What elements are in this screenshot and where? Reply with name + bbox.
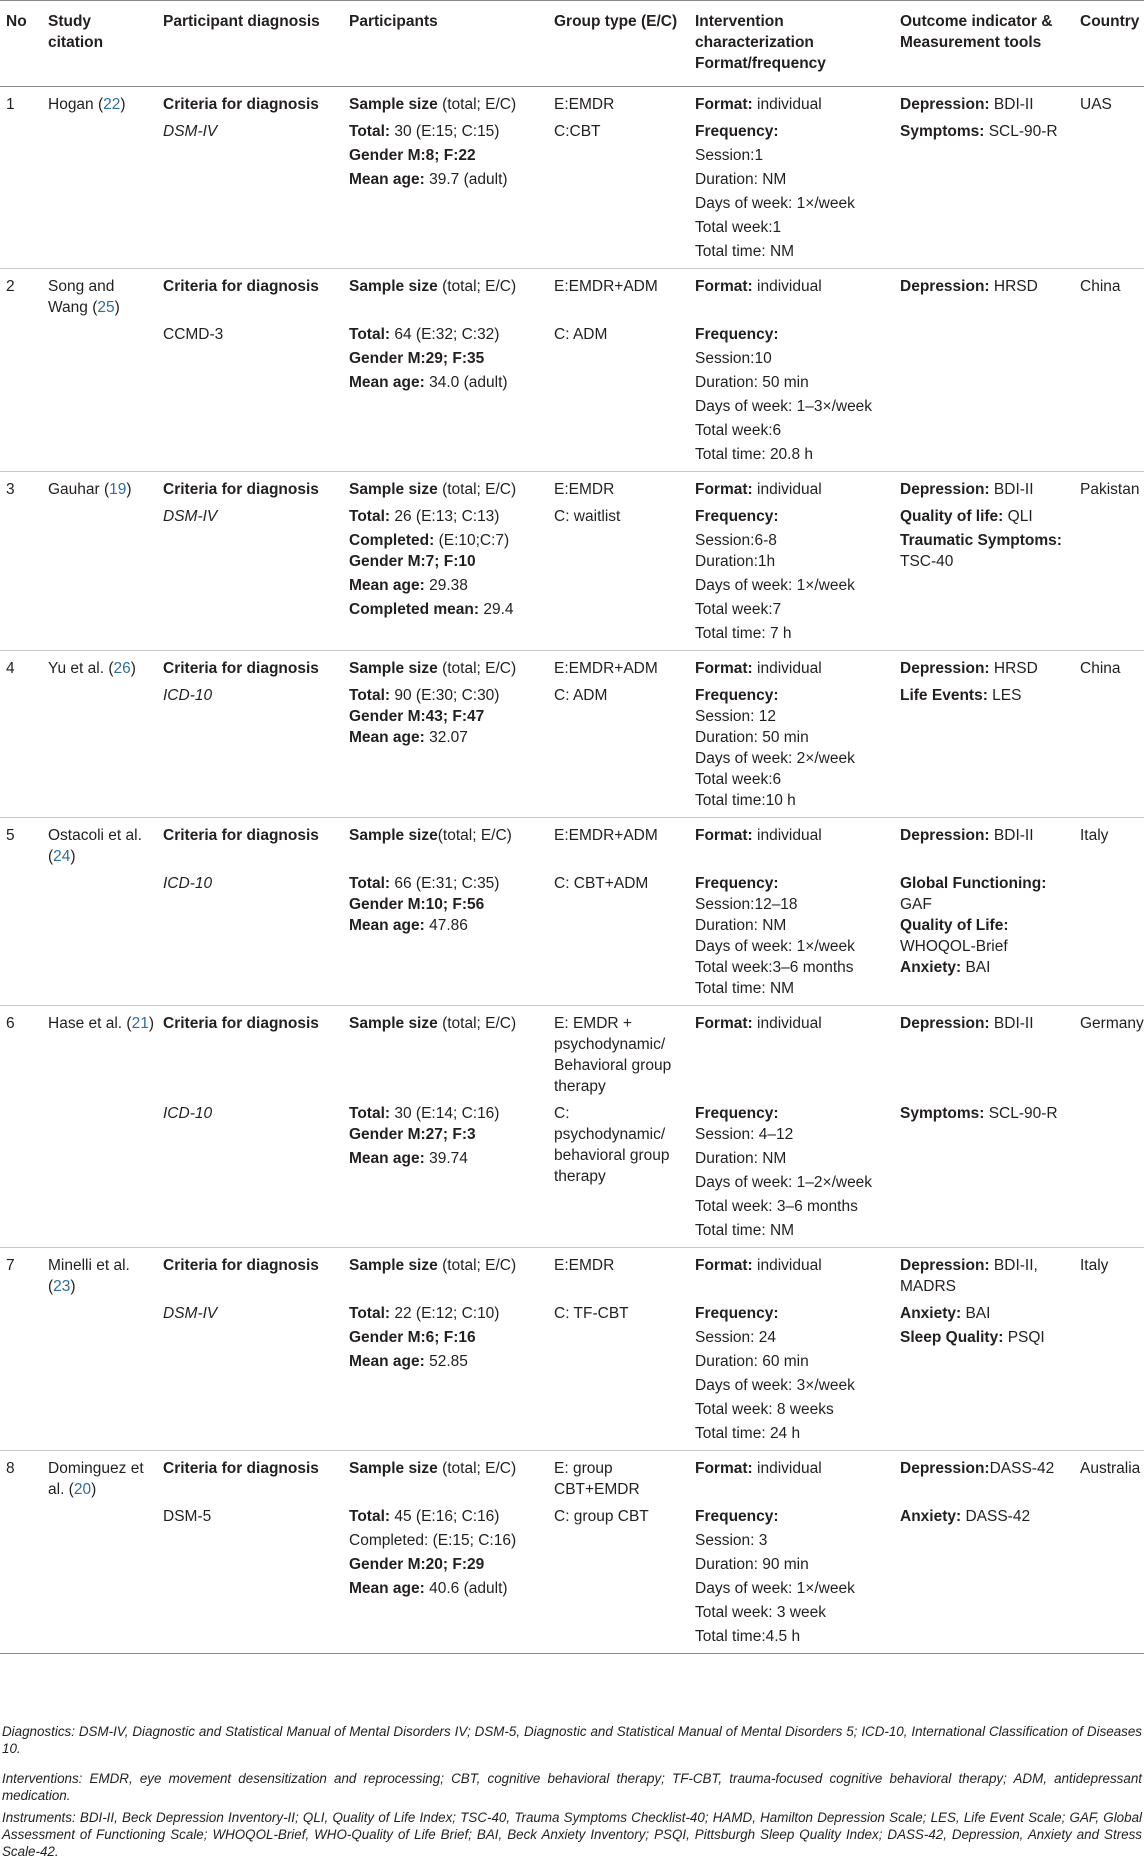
citation-ref: 25 (97, 299, 115, 316)
format: Format: individual (695, 1257, 822, 1274)
country: Australia (1080, 1460, 1141, 1477)
group-c: C: TF-CBT (548, 1299, 689, 1451)
table-row (0, 320, 1144, 472)
table-row (0, 117, 1144, 269)
study-7 (0, 1248, 1144, 1451)
table-row (0, 269, 1144, 321)
group-c: C: waitlist (548, 502, 689, 651)
table-row (0, 651, 1144, 682)
table-row (0, 1099, 1144, 1248)
study-3 (0, 472, 1144, 651)
citation-ref: 22 (103, 96, 121, 113)
study-citation: Gauhar (19) (48, 481, 132, 498)
diagnosis-label: Criteria for diagnosis (163, 481, 319, 498)
sample-size: Sample size (total; E/C) (349, 1015, 517, 1032)
study-citation: Hase et al. (21) (48, 1015, 154, 1032)
sample-size: Sample size (total; E/C) (349, 1257, 517, 1274)
group-e: E:EMDR (554, 96, 615, 113)
participants-detail: Total: 66 (E:31; C:35) Gender M:10; F:56 Mean age: 47.86 (343, 869, 548, 1006)
frequency: Frequency: Session: 24 Duration: 60 min Days of week: 3×/week Total week: 8 weeks Total time: 24 h (689, 1299, 894, 1451)
format: Format: individual (695, 660, 822, 677)
sample-size: Sample size (total; E/C) (349, 481, 517, 498)
frequency: Frequency: Session:1 Duration: NM Days of week: 1×/week Total week:1 Total time: NM (689, 117, 894, 269)
study-no: 1 (6, 96, 15, 113)
group-e: E:EMDR+ADM (554, 660, 658, 677)
study-no: 4 (6, 660, 15, 677)
table-row (0, 1006, 1144, 1100)
outcome-1: Depression: BDI-II, MADRS (900, 1257, 1038, 1295)
citation-ref: 23 (53, 1278, 71, 1295)
group-e: E:EMDR (554, 481, 615, 498)
frequency: Frequency: Session:10 Duration: 50 min Days of week: 1–3×/week Total week:6 Total time: 20.8 h (689, 320, 894, 472)
country: Pakistan (1080, 481, 1140, 498)
participants-detail: Total: 90 (E:30; C:30) Gender M:43; F:47 Mean age: 32.07 (343, 681, 548, 818)
header-diagnosis: Participant diagnosis (157, 1, 343, 87)
table-row (0, 818, 1144, 870)
note-instruments: Instruments: BDI-II, Beck Depression Inventory-II; QLI, Quality of Life Index; TSC-40, Trauma Symptoms Checklist-40; HAMD, Hamilton Depression Scale; LES, Life Event Scale; GAF, Global Assessment of Functioning Scale; WHOQOL-Brief, WHO-Quality of Life Brief; BAI, Beck Anxiety Inventory; PSQI, Pittsburgh Sleep Quality Index; DASS-42, Depression, Anxiety and Stress Scale-42. (2, 1810, 1142, 1859)
group-e: E: group CBT+EMDR (554, 1460, 640, 1498)
header-participants: Participants (343, 1, 548, 87)
group-c: C: ADM (548, 681, 689, 818)
header-no: No (0, 1, 42, 87)
study-no: 5 (6, 827, 15, 844)
diagnosis-criteria: DSM-5 (157, 1502, 343, 1654)
format: Format: individual (695, 1015, 822, 1032)
diagnosis-label: Criteria for diagnosis (163, 1460, 319, 1477)
study-no: 8 (6, 1460, 15, 1477)
table-row (0, 1299, 1144, 1451)
frequency: Frequency: Session:6-8 Duration:1h Days of week: 1×/week Total week:7 Total time: 7 h (689, 502, 894, 651)
study-no: 6 (6, 1015, 15, 1032)
table-row (0, 87, 1144, 118)
group-e: E: EMDR + psychodynamic/ Behavioral group therapy (554, 1015, 672, 1095)
note-interventions: Interventions: EMDR, eye movement desensitization and reprocessing; CBT, cognitive behavioral therapy; TF-CBT, trauma-focused cognitive behavioral therapy; ADM, antidepressant medication. (2, 1771, 1142, 1803)
sample-size: Sample size (total; E/C) (349, 660, 517, 677)
diagnosis-criteria: ICD-10 (157, 681, 343, 818)
diagnosis-label: Criteria for diagnosis (163, 1015, 319, 1032)
diagnosis-label: Criteria for diagnosis (163, 660, 319, 677)
group-e: E:EMDR+ADM (554, 827, 658, 844)
table-row (0, 1248, 1144, 1300)
study-1 (0, 87, 1144, 269)
diagnosis-criteria: ICD-10 (157, 869, 343, 1006)
outcome-1: Depression: BDI-II (900, 481, 1034, 498)
country: UAS (1080, 96, 1112, 113)
group-c: C:CBT (548, 117, 689, 269)
study-5 (0, 818, 1144, 1006)
citation-ref: 20 (73, 1481, 92, 1498)
table-row (0, 502, 1144, 651)
country: Italy (1080, 1257, 1109, 1274)
frequency: Frequency: Session:12–18 Duration: NM Days of week: 1×/week Total week:3–6 months Total time: NM (689, 869, 894, 1006)
study-citation: Song and Wang (25) (48, 278, 120, 316)
citation-ref: 21 (131, 1015, 149, 1032)
frequency: Frequency: Session: 3 Duration: 90 min Days of week: 1×/week Total week: 3 week Total time:4.5 h (689, 1502, 894, 1654)
outcome-1: Depression: BDI-II (900, 827, 1034, 844)
study-no: 2 (6, 278, 15, 295)
study-no: 7 (6, 1257, 15, 1274)
table-row (0, 472, 1144, 503)
study-citation: Ostacoli et al. (24) (48, 827, 142, 865)
participants-detail: Total: 30 (E:14; C:16) Gender M:27; F:3 Mean age: 39.74 (343, 1099, 548, 1248)
group-c: C: ADM (548, 320, 689, 472)
study-6 (0, 1006, 1144, 1248)
study-citation: Dominguez et al. (20) (48, 1460, 144, 1498)
outcome-1: Depression: HRSD (900, 278, 1038, 295)
header-intervention: Intervention characterization Format/frequency (689, 1, 894, 87)
header-row (0, 1, 1144, 87)
table-row (0, 681, 1144, 818)
format: Format: individual (695, 278, 822, 295)
study-4 (0, 651, 1144, 818)
country: Italy (1080, 827, 1109, 844)
sample-size: Sample size (total; E/C) (349, 278, 517, 295)
format: Format: individual (695, 96, 822, 113)
table-row (0, 1451, 1144, 1503)
group-e: E:EMDR+ADM (554, 278, 658, 295)
outcomes-more: Anxiety: BAI Sleep Quality: PSQI (894, 1299, 1074, 1451)
study-citation: Yu et al. (26) (48, 660, 136, 677)
study-citation: Minelli et al. (23) (48, 1257, 130, 1295)
format: Format: individual (695, 827, 822, 844)
header-group: Group type (E/C) (548, 1, 689, 87)
group-e: E:EMDR (554, 1257, 615, 1274)
note-diagnostics: Diagnostics: DSM-IV, Diagnostic and Statistical Manual of Mental Disorders IV; DSM-5, Diagnostic and Statistical Manual of Mental Disorders 5; ICD-10, International Classification of Diseases 10. (2, 1724, 1142, 1756)
diagnosis-criteria: DSM-IV (157, 117, 343, 269)
table-row (0, 1502, 1144, 1654)
diagnosis-label: Criteria for diagnosis (163, 827, 319, 844)
country: China (1080, 278, 1121, 295)
outcome-2: Symptoms: SCL-90-R (894, 1099, 1074, 1248)
group-c: C: CBT+ADM (548, 869, 689, 1006)
group-c: C: psychodynamic/ behavioral group therapy (548, 1099, 689, 1248)
participants-detail: Total: 26 (E:13; C:13) Completed: (E:10;C:7) Gender M:7; F:10 Mean age: 29.38 Completed mean: 29.4 (343, 502, 548, 651)
diagnosis-label: Criteria for diagnosis (163, 278, 319, 295)
study-2 (0, 269, 1144, 472)
participants-detail: Total: 64 (E:32; C:32) Gender M:29; F:35 Mean age: 34.0 (adult) (343, 320, 548, 472)
outcome-1: Depression:DASS-42 (900, 1460, 1055, 1477)
outcomes-more: Quality of life: QLI Traumatic Symptoms: TSC-40 (894, 502, 1074, 651)
diagnosis-label: Criteria for diagnosis (163, 1257, 319, 1274)
sample-size: Sample size (total; E/C) (349, 1460, 517, 1477)
outcome-2: Symptoms: SCL-90-R (894, 117, 1074, 269)
header-citation: Study citation (42, 1, 157, 87)
citation-ref: 24 (53, 848, 71, 865)
participants-detail: Total: 22 (E:12; C:10) Gender M:6; F:16 Mean age: 52.85 (343, 1299, 548, 1451)
frequency: Frequency: Session: 4–12 Duration: NM Days of week: 1–2×/week Total week: 3–6 months Total time: NM (689, 1099, 894, 1248)
study-8 (0, 1451, 1144, 1654)
format: Format: individual (695, 481, 822, 498)
country: Germany (1080, 1015, 1144, 1032)
diagnosis-label: Criteria for diagnosis (163, 96, 319, 113)
participants-detail: Total: 30 (E:15; C:15) Gender M:8; F:22 Mean age: 39.7 (adult) (343, 117, 548, 269)
group-c: C: group CBT (548, 1502, 689, 1654)
outcome-1: Depression: BDI-II (900, 96, 1034, 113)
header-country: Country (1074, 1, 1144, 87)
outcome-1: Depression: HRSD (900, 660, 1038, 677)
study-no: 3 (6, 481, 15, 498)
diagnosis-criteria: ICD-10 (157, 1099, 343, 1248)
table-header (0, 1, 1144, 87)
outcomes-more: Global Functioning: GAF Quality of Life: WHOQOL-Brief Anxiety: BAI (894, 869, 1074, 1006)
diagnosis-criteria: CCMD-3 (157, 320, 343, 472)
sample-size: Sample size(total; E/C) (349, 827, 512, 844)
table-row (0, 869, 1144, 1006)
citation-ref: 19 (109, 481, 127, 498)
header-outcome: Outcome indicator & Measurement tools (894, 1, 1074, 87)
diagnosis-criteria: DSM-IV (157, 1299, 343, 1451)
frequency: Frequency: Session: 12 Duration: 50 min Days of week: 2×/week Total week:6 Total time:10 h (689, 681, 894, 818)
outcome-1: Depression: BDI-II (900, 1015, 1034, 1032)
outcome-2: Life Events: LES (894, 681, 1074, 818)
country: China (1080, 660, 1121, 677)
citation-ref: 26 (113, 660, 131, 677)
sample-size: Sample size (total; E/C) (349, 96, 517, 113)
study-citation: Hogan (22) (48, 96, 126, 113)
participants-detail: Total: 45 (E:16; C:16) Completed: (E:15; C:16) Gender M:20; F:29 Mean age: 40.6 (adult) (343, 1502, 548, 1654)
outcome-2: Anxiety: DASS-42 (894, 1502, 1074, 1654)
format: Format: individual (695, 1460, 822, 1477)
diagnosis-criteria: DSM-IV (157, 502, 343, 651)
